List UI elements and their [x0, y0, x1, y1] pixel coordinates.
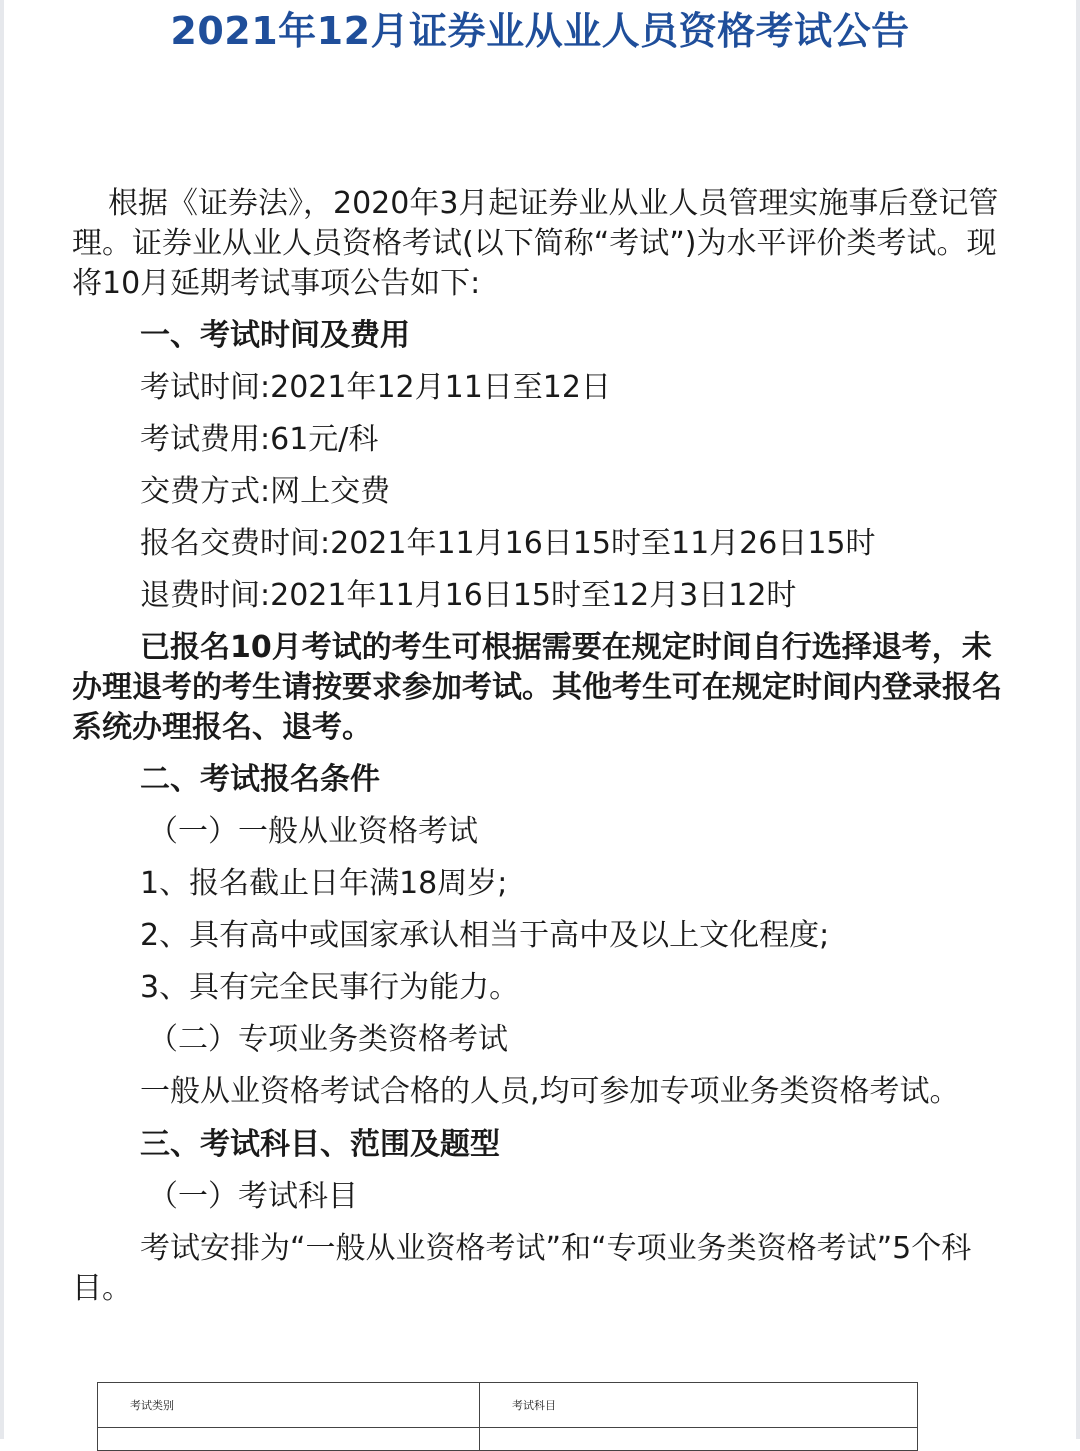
registration-time-item: 报名交费时间:2021年11月16日15时至11月26日15时 — [140, 526, 876, 561]
exam-subjects-subheading: （一）考试科目 — [148, 1179, 358, 1214]
refund-time-item: 退费时间:2021年11月16日15时至12月3日12时 — [140, 578, 797, 613]
general-exam-subheading: （一）一般从业资格考试 — [148, 814, 478, 849]
table-row — [98, 1428, 918, 1451]
table-cell — [480, 1428, 918, 1451]
special-exam-text: 一般从业资格考试合格的人员,均可参加专项业务类资格考试。 — [140, 1074, 960, 1109]
table-header-category: 考试类别 — [98, 1383, 480, 1428]
document-title: 2021年12月证券业从业人员资格考试公告 — [170, 9, 910, 53]
table-cell — [98, 1428, 480, 1451]
exam-fee-item: 考试费用:61元/科 — [140, 422, 379, 457]
exam-subjects-table — [97, 1382, 918, 1451]
table-header-subject: 考试科目 — [480, 1383, 918, 1428]
payment-method-item: 交费方式:网上交费 — [140, 474, 391, 509]
registration-notice: 已报名10月考试的考生可根据需要在规定时间自行选择退考，未办理退考的考生请按要求参加考试。其他考生可在规定时间内登录报名系统办理报名、退考。 — [72, 630, 1002, 745]
exam-subjects-text: 考试安排为“一般从业资格考试”和“专项业务类资格考试”5个科目。 — [72, 1231, 972, 1306]
section1-heading: 一、考试时间及费用 — [140, 318, 410, 353]
special-exam-subheading: （二）专项业务类资格考试 — [148, 1022, 508, 1057]
condition-item-1: 1、报名截止日年满18周岁; — [140, 866, 508, 901]
section3-heading: 三、考试科目、范围及题型 — [140, 1127, 500, 1162]
intro-paragraph: 根据《证券法》，2020年3月起证券业从业人员管理实施事后登记管理。证券业从业人员资格考试(以下简称“考试”)为水平评价类考试。现将10月延期考试事项公告如下: — [72, 186, 999, 301]
condition-item-3: 3、具有完全民事行为能力。 — [140, 970, 520, 1005]
exam-time-item: 考试时间:2021年12月11日至12日 — [140, 370, 611, 405]
table-header-row — [98, 1383, 918, 1428]
document-body — [72, 184, 1007, 1309]
condition-item-2: 2、具有高中或国家承认相当于高中及以上文化程度; — [140, 918, 830, 953]
section2-heading: 二、考试报名条件 — [140, 762, 380, 797]
